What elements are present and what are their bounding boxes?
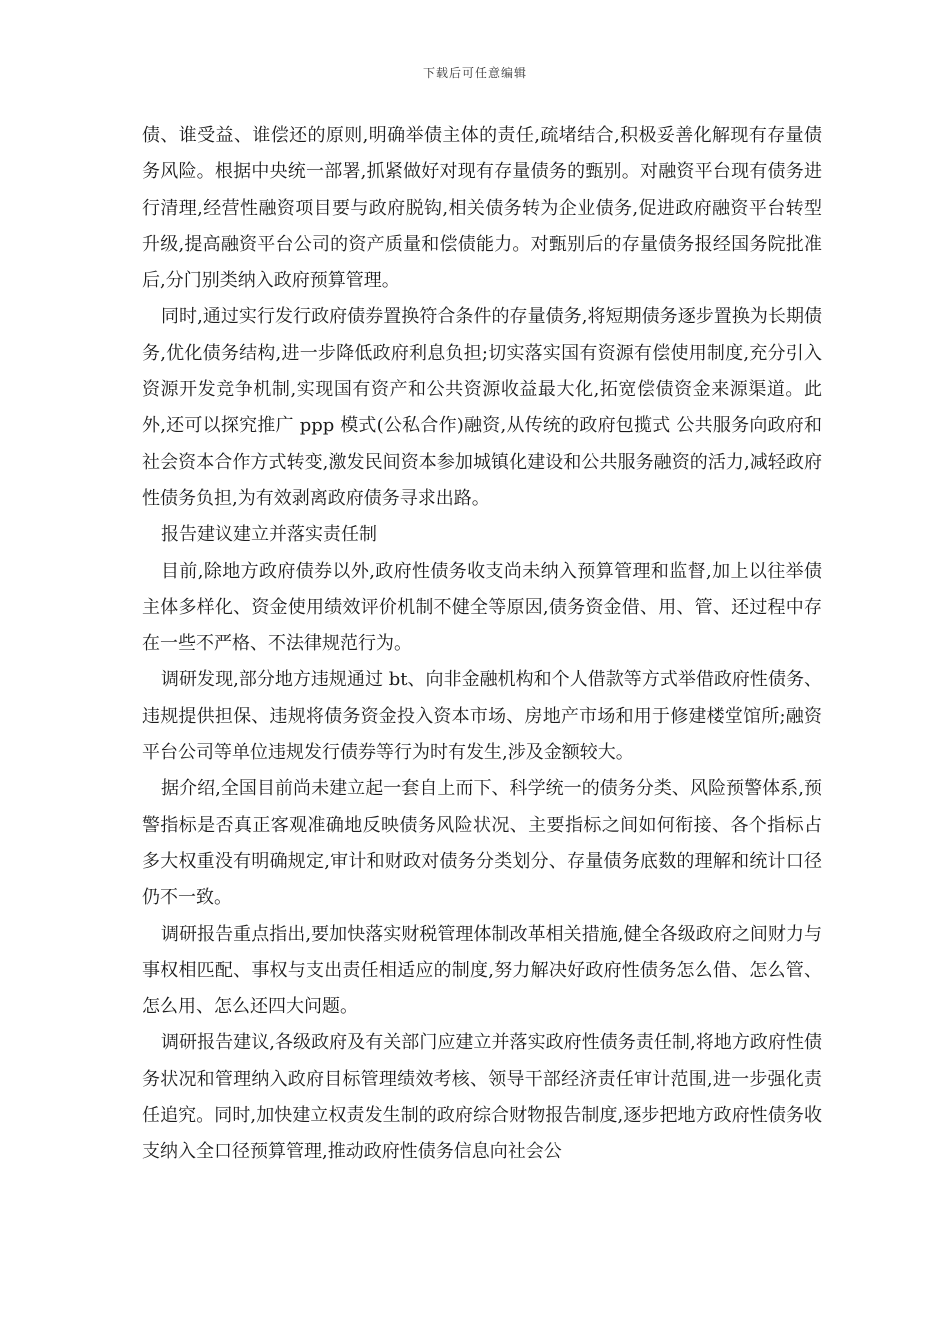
paragraph-bond-replacement: 同时,通过实行发行政府债券置换符合条件的存量债务,将短期债务逐步置换为长期债务,优化债务结构,进一步降低政府利息负担;切实落实国有资源有偿使用制度,充分引入资源开发竞争机制,实现国有资产和公共资源收益最大化,拓宽偿债资金来源渠道。此外,还可以探究推广 ppp 模式(公私合作)融资,从传统的政府包揽式 公共服务向政府和社会资本合作方式转变,激发民间资本参加城镇化建设和公共服务融资的活力,减轻政府性债务负担,为有效剥离政府债务寻求出路。 [142,306,822,509]
paragraph-warning-system: 据介绍,全国目前尚未建立起一套自上而下、科学统一的债务分类、风险预警体系,预警指标是否真正客观准确地反映债务风险状况、主要指标之间如何衔接、各个指标占多大权重没有明确规定,审计和财政对债务分类划分、存量债务底数的理解和统计口径仍不一致。 [142,778,822,909]
page-header: 下载后可任意编辑 [422,66,527,80]
paragraph-debt-principles: 债、谁受益、谁偿还的原则,明确举债主体的责任,疏堵结合,积极妥善化解现有存量债务风险。根据中央统一部署,抓紧做好对现有存量债务的甄别。对融资平台现有债务进行清理,经营性融资项目要与政府脱钩,相关债务转为企业债务,促进政府融资平台转型升级,提高融资平台公司的资产质量和偿债能力。对甄别后的存量债务报经国务院批准后,分门别类纳入政府预算管理。 [142,125,822,292]
paragraph-accountability: 调研报告建议,各级政府及有关部门应建立并落实政府性债务责任制,将地方政府性债务状况和管理纳入政府目标管理绩效考核、领导干部经济责任审计范围,进一步强化责任追究。同时,加快建立权责发生制的政府综合财物报告制度,逐步把地方政府性债务收支纳入全口径预算管理,推动政府性债务信息向社会公 [142,1032,822,1163]
paragraph-violations: 调研发现,部分地方违规通过 bt、向非金融机构和个人借款等方式举借政府性债务、违规提供担保、违规将债务资金投入资本市场、房地产市场和用于修建楼堂馆所;融资平台公司等单位违规发行债券等行为时有发生,涉及金额较大。 [142,669,822,764]
paragraph-budget-oversight: 目前,除地方政府债券以外,政府性债务收支尚未纳入预算管理和监督,加上以往举债主体多样化、资金使用绩效评价机制不健全等原因,债务资金借、用、管、还过程中存在一些不严格、不法律规范行为。 [142,560,822,655]
paragraph-fiscal-reform: 调研报告重点指出,要加快落实财税管理体制改革相关措施,健全各级政府之间财力与事权相匹配、事权与支出责任相适应的制度,努力解决好政府性债务怎么借、怎么管、怎么用、怎么还四大问题。 [142,923,822,1018]
document-body [142,118,822,1171]
section-heading-responsibility: 报告建议建立并落实责任制 [161,524,377,546]
